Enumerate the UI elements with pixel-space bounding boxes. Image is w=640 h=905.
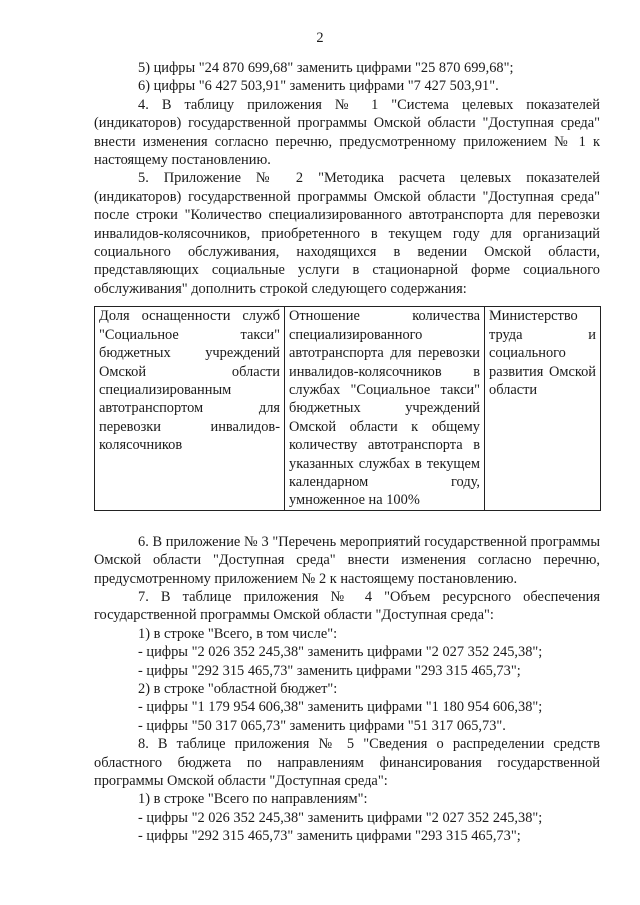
indicator-table xyxy=(94,306,601,510)
table-cell-method: Отношение количества специализированного автотранспорта для перевозки инвалидов-колясочников в службах "Социальное такси" бюджетных учреждений Омской области к общему количеству автотранспорта в указанных службах в текущем календарном году, умноженное на 100% xyxy=(285,307,485,510)
list-line: 6) цифры "6 427 503,91" заменить цифрами "7 427 503,91". xyxy=(138,78,499,95)
list-line: - цифры "292 315 465,73" заменить цифрами "293 315 465,73"; xyxy=(138,662,521,679)
list-line: - цифры "2 026 352 245,38" заменить цифрами "2 027 352 245,38"; xyxy=(138,809,543,826)
document-body xyxy=(94,59,600,846)
list-line: 2) в строке "областной бюджет": xyxy=(138,681,338,697)
page-number: 2 xyxy=(316,30,324,46)
paragraph-item-6: 6. В приложение № 3 "Перечень мероприятий государственной программы Омской области "Доступная среда" внести изменения согласно перечню, предусмотренному приложением № 2 к настоящему постановлению. xyxy=(94,533,600,587)
list-line: 1) в строке "Всего, в том числе": xyxy=(138,625,338,642)
paragraph-item-4: 4. В таблицу приложения № 1 "Система целевых показателей (индикаторов) государственной программы Омской области "Доступная среда" внести изменения согласно перечню, предусмотренному приложением № 1 к настоящему постановлению. xyxy=(94,96,600,169)
table-row xyxy=(95,307,601,510)
list-line: 1) в строке "Всего по направлениям": xyxy=(138,791,368,808)
table-cell-responsible: Министерство труда и социального развития Омской области xyxy=(485,307,601,510)
list-line: - цифры "50 317 065,73" заменить цифрами "51 317 065,73". xyxy=(138,717,506,734)
list-line: - цифры "292 315 465,73" заменить цифрами "293 315 465,73"; xyxy=(138,828,521,845)
list-line: - цифры "2 026 352 245,38" заменить цифрами "2 027 352 245,38"; xyxy=(138,644,543,661)
spacer xyxy=(94,521,600,533)
table-cell-indicator: Доля оснащенности служб "Социальное такси" бюджетных учреждений Омской области специализированным автотранспортом для перевозки инвалидов-колясочников xyxy=(95,307,285,510)
list-line: - цифры "1 179 954 606,38" заменить цифрами "1 180 954 606,38"; xyxy=(138,699,543,716)
paragraph-item-8: 8. В таблице приложения № 5 "Сведения о распределении средств областного бюджета по направлениям финансирования государственной программы Омской области "Доступная среда": xyxy=(94,736,600,790)
paragraph-item-7: 7. В таблице приложения № 4 "Объем ресурсного обеспечения государственной программы Омской области "Доступная среда": xyxy=(94,588,600,624)
list-line: 5) цифры "24 870 699,68" заменить цифрами "25 870 699,68"; xyxy=(138,60,514,76)
paragraph-item-5: 5. Приложение № 2 "Методика расчета целевых показателей (индикаторов) государственной программы Омской области "Доступная среда" после строки "Количество специализированного автотранспорта для перевозки инвалидов-колясочников, приобретенного в текущем году для организаций социального обслуживания, находящихся в ведении Омской области, представляющих социальные услуги в стационарной форме социального обслуживания" дополнить строкой следующего содержания: xyxy=(94,170,600,297)
